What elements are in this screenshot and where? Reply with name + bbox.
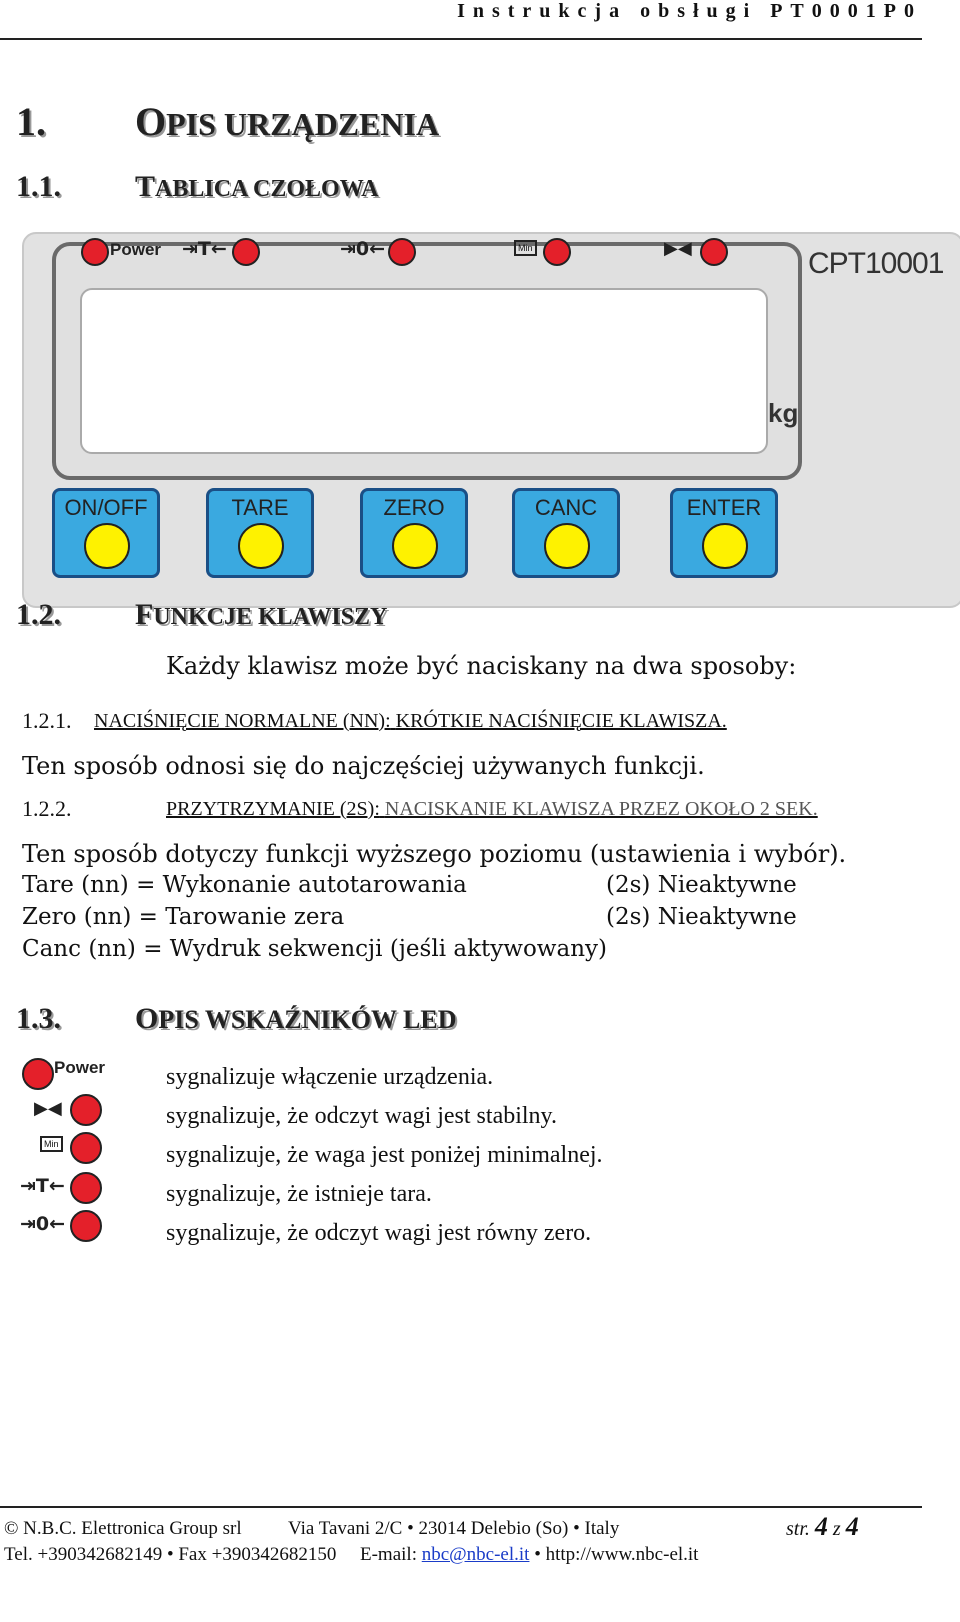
key-on-off-button[interactable] xyxy=(84,523,130,569)
section-1-3-title-rest: PIS WSKAŹNIKÓW LED xyxy=(158,1005,457,1034)
tare-led xyxy=(232,238,260,266)
zero-function-hold: (2s) Nieaktywne xyxy=(606,904,797,930)
min-weight-icon-label: Min xyxy=(514,240,537,256)
footer-website: • http://www.nbc-el.it xyxy=(534,1544,699,1565)
item-1-2-1-desc: KRÓTKIE NACIŚNIĘCIE KLAWISZA. xyxy=(395,710,727,732)
section-1-title-cap: O xyxy=(135,99,167,144)
legend-min-led xyxy=(70,1132,102,1164)
key-canc-label: CANC xyxy=(534,495,598,520)
footer-page-prefix: str. xyxy=(786,1518,810,1540)
footer-address: Via Tavani 2/C • 23014 Delebio (So) • Italy xyxy=(288,1518,620,1539)
item-1-2-2-desc: NACISKANIE KLAWISZA PRZEZ OKOŁO 2 SEK. xyxy=(384,798,818,820)
section-1-2-title-cap: F xyxy=(135,598,154,631)
section-1-1-title-cap: T xyxy=(135,170,156,203)
footer-rule xyxy=(0,1506,922,1508)
section-1-number: 1. xyxy=(16,99,46,144)
stable-led xyxy=(700,238,728,266)
section-1-2-title-rest: UNKCJE KLAWISZY xyxy=(153,604,388,630)
item-1-2-2-text: Ten sposób dotyczy funkcji wyższego poziomu (ustawienia i wybór). xyxy=(22,840,847,868)
key-enter-label: ENTER xyxy=(686,495,762,520)
power-led xyxy=(81,238,109,266)
key-zero-label: ZERO xyxy=(383,495,445,520)
legend-min-text: sygnalizuje, że waga jest poniżej minimalnej. xyxy=(166,1142,603,1168)
model-label: CPT10001 xyxy=(808,247,944,280)
display-screen xyxy=(80,288,768,454)
footer-email-label: E-mail: xyxy=(360,1544,417,1565)
footer-page-number xyxy=(786,1512,859,1542)
functions-intro: Każdy klawisz może być naciskany na dwa sposoby: xyxy=(166,652,797,680)
key-tare-label: TARE xyxy=(231,495,289,520)
footer-email-link[interactable]: nbc@nbc-el.it xyxy=(421,1544,530,1565)
footer-phone: Tel. +390342682149 • Fax +390342682150 xyxy=(4,1544,337,1565)
item-1-2-2-number: 1.2.2. xyxy=(22,796,72,821)
tare-function-row: Tare (nn) = Wykonanie autotarowania xyxy=(22,872,467,898)
footer-contact xyxy=(360,1544,698,1566)
legend-power-text: sygnalizuje włączenie urządzenia. xyxy=(166,1064,494,1090)
zero-led xyxy=(388,238,416,266)
legend-tare-led xyxy=(70,1172,102,1204)
key-canc-button[interactable] xyxy=(544,523,590,569)
item-1-2-1-heading xyxy=(94,710,727,733)
legend-tare-icon: ⇥T← xyxy=(20,1175,65,1197)
tare-function-hold: (2s) Nieaktywne xyxy=(606,872,797,898)
legend-min-icon xyxy=(40,1134,63,1152)
tare-icon: ⇥T← xyxy=(182,238,227,260)
footer-company: © N.B.C. Elettronica Group srl xyxy=(4,1518,242,1539)
key-on-off-label: ON/OFF xyxy=(64,495,148,520)
item-1-2-1-title: NACIŚNIĘCIE NORMALNE (NN): xyxy=(94,710,391,732)
legend-zero-led xyxy=(70,1210,102,1242)
section-1-3-title xyxy=(135,1002,456,1036)
key-tare-button[interactable] xyxy=(238,523,284,569)
zero-function-row: Zero (nn) = Tarowanie zera xyxy=(22,904,345,930)
section-1-title xyxy=(135,98,439,145)
legend-tare-text: sygnalizuje, że istnieje tara. xyxy=(166,1181,432,1207)
section-1-1-number: 1.1. xyxy=(16,170,61,203)
legend-power-led xyxy=(22,1058,54,1090)
section-1-1-title xyxy=(135,170,378,204)
header-rule xyxy=(0,38,922,40)
canc-function-row: Canc (nn) = Wydruk sekwencji (jeśli aktywowany) xyxy=(22,936,607,962)
section-1-2-number: 1.2. xyxy=(16,598,61,631)
document-header-title: Instrukcja obsługi PT0001P0 xyxy=(457,0,922,22)
footer-page-current: 4 xyxy=(814,1512,828,1541)
legend-min-icon-label: Min xyxy=(40,1136,63,1152)
power-led-label: Power xyxy=(110,240,162,259)
footer-page-of: z xyxy=(832,1518,841,1540)
key-enter[interactable] xyxy=(670,488,778,578)
section-1-3-number: 1.3. xyxy=(16,1002,61,1035)
legend-zero-icon: ⇥0← xyxy=(20,1213,66,1235)
item-1-2-2-heading xyxy=(166,798,818,821)
section-1-title-rest: PIS URZĄDZENIA xyxy=(166,106,440,142)
key-zero[interactable] xyxy=(360,488,468,578)
legend-power-label: Power xyxy=(54,1058,106,1077)
item-1-2-2-title: PRZYTRZYMANIE (2S): xyxy=(166,798,380,820)
unit-label: kg xyxy=(768,398,799,428)
min-weight-icon xyxy=(514,238,537,256)
key-on-off[interactable] xyxy=(52,488,160,578)
key-canc[interactable] xyxy=(512,488,620,578)
legend-stable-text: sygnalizuje, że odczyt wagi jest stabilny. xyxy=(166,1103,557,1129)
legend-stable-led xyxy=(70,1094,102,1126)
section-1-3-title-cap: O xyxy=(135,1002,159,1035)
key-tare[interactable] xyxy=(206,488,314,578)
footer-page-total: 4 xyxy=(845,1512,859,1541)
section-1-2-title xyxy=(135,598,387,632)
stable-icon: ▶◀ xyxy=(664,238,692,259)
legend-zero-text: sygnalizuje, że odczyt wagi jest równy zero. xyxy=(166,1220,592,1246)
zero-icon: ⇥0← xyxy=(340,238,386,260)
key-enter-button[interactable] xyxy=(702,523,748,569)
section-1-1-title-rest: ABLICA CZOŁOWA xyxy=(155,176,379,202)
item-1-2-1-number: 1.2.1. xyxy=(22,708,72,733)
min-led xyxy=(543,238,571,266)
item-1-2-1-text: Ten sposób odnosi się do najczęściej używanych funkcji. xyxy=(22,752,705,780)
legend-stable-icon: ▶◀ xyxy=(34,1098,62,1119)
key-zero-button[interactable] xyxy=(392,523,438,569)
